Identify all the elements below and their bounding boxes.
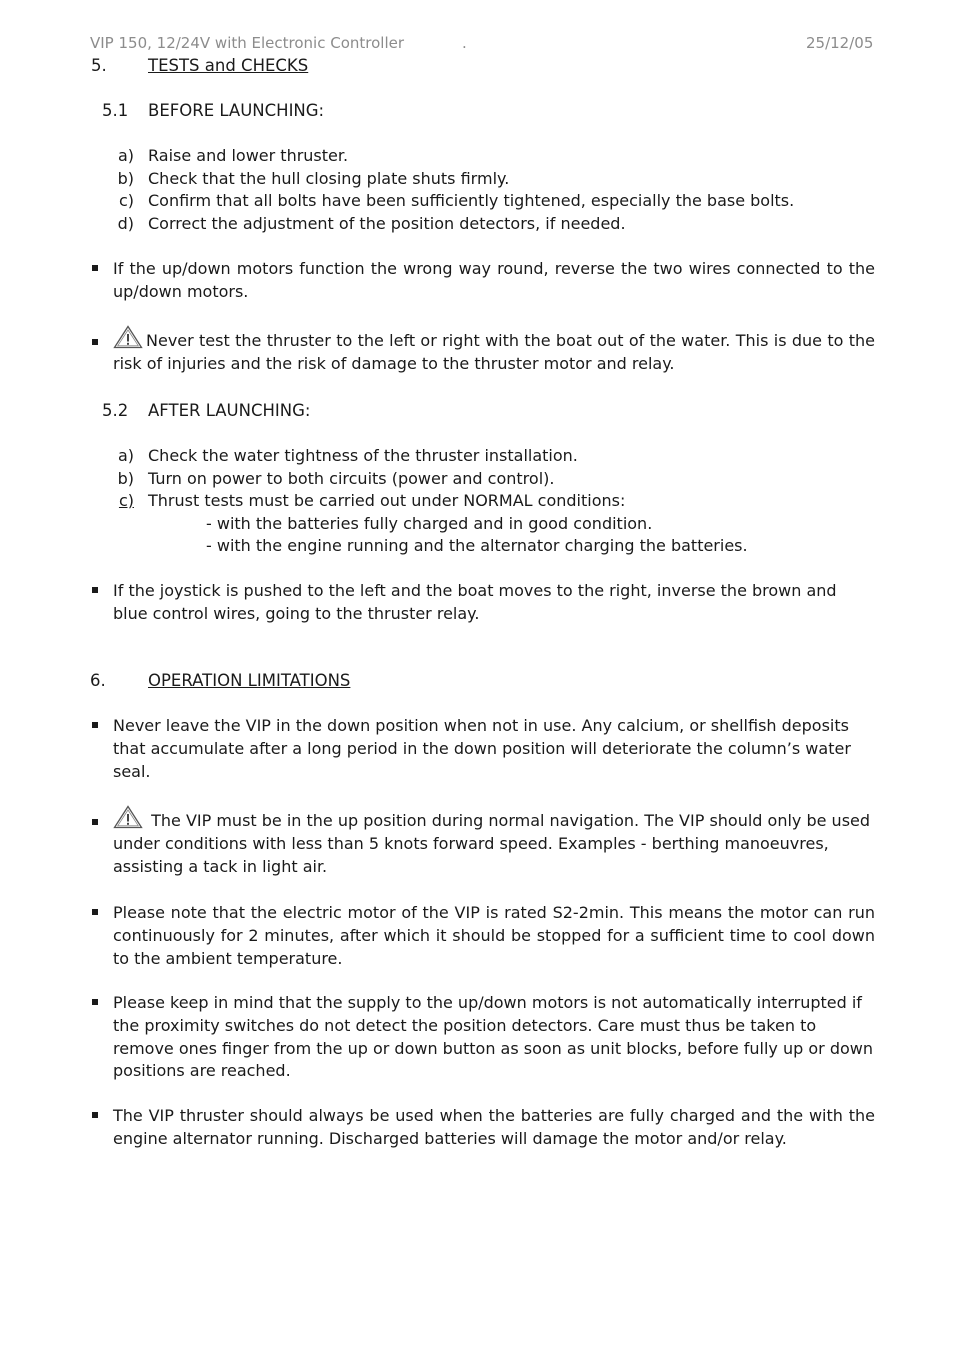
bullet-marker	[92, 999, 98, 1005]
list-item-text: Raise and lower thruster.	[148, 146, 349, 165]
motor-rating-note: Please note that the electric motor of the VIP is rated S2-2min. This means the motor can run continuously for 2 minutes, after which it should be stopped for a sufficient time to cool down to the ambient temperature.	[113, 903, 875, 968]
text-run: Never leave the	[113, 716, 246, 735]
motor-direction-note: If the up/down motors function the wrong way round, reverse the two wires connected to the up/down motors.	[113, 259, 875, 301]
condition-text: - with the batteries fully charged and in good condition.	[206, 513, 653, 533]
list-item	[0, 213, 954, 236]
header-title: VIP 150, 12/24V with Electronic Controller	[90, 34, 405, 52]
list-item-text: Check the water tightness of the thruster installation.	[148, 446, 578, 465]
text-run: in the down position when not in use. Any calcium, or shellfish deposits that accumulate after a long period in the down position will deteriorate the column’s water seal.	[113, 716, 851, 781]
list-item-label: d)	[117, 213, 134, 233]
list-item-label: a)	[117, 146, 134, 165]
list-item-label: b)	[117, 468, 134, 488]
bullet-marker	[92, 1112, 98, 1118]
bullet-marker	[92, 722, 98, 728]
list-item-label: c)	[118, 191, 134, 210]
bullet-marker	[92, 587, 98, 593]
text-run: should only be used under conditions with less than 5 knots forward speed. Examples - berthing manoeuvres, assisting a tack in light air.	[113, 811, 871, 876]
section-5-2-title: AFTER LAUNCHING:	[148, 401, 311, 420]
navigation-warning	[113, 805, 875, 878]
header-date: 25/12/05	[806, 34, 874, 52]
vip-term: VIP	[245, 716, 271, 735]
section-5-2-number: 5.2	[102, 401, 129, 420]
list-item	[0, 490, 954, 513]
section-5-number: 5.	[91, 56, 107, 75]
condition-item	[0, 535, 954, 558]
section-5-1-title: BEFORE LAUNCHING:	[148, 101, 325, 120]
list-item	[0, 468, 954, 491]
before-launching-list	[0, 145, 954, 235]
warning-triangle-icon	[113, 325, 143, 349]
section-6-title: OPERATION LIMITATIONS	[148, 671, 351, 690]
bullet-marker	[92, 339, 98, 345]
list-item-text: Thrust tests must be carried out under NORMAL conditions:	[148, 491, 626, 510]
bullet-marker	[92, 265, 98, 271]
list-item	[0, 145, 954, 168]
after-launching-list	[0, 445, 954, 558]
list-item-label: c)	[118, 491, 134, 510]
list-item	[0, 168, 954, 191]
vip-term: VIP	[148, 1106, 174, 1125]
list-item-text: Confirm that all bolts have been sufficiently tightened, especially the base bolts.	[148, 191, 795, 210]
supply-interrupt-note: Please keep in mind that the supply to the up/down motors is not automatically interrupted if the proximity switches do not detect the position detectors. Care must thus be taken to remove ones finger from the up or down button as soon as unit blocks, before fully up or down positions are reached.	[113, 993, 873, 1081]
condition-item	[0, 513, 954, 536]
section-6-number: 6.	[90, 671, 106, 690]
warning-triangle-icon	[113, 805, 143, 829]
joystick-note: If the joystick is pushed to the left and the boat moves to the right, inverse the brown and blue control wires, going to the thruster relay.	[113, 581, 837, 623]
vip-term: VIP	[185, 811, 212, 830]
list-item-label: a)	[117, 446, 134, 465]
list-item-label: b)	[117, 168, 134, 188]
bullet-marker	[92, 909, 98, 915]
section-5-title: TESTS and CHECKS	[148, 56, 309, 75]
dry-test-warning	[113, 325, 875, 376]
text-run: thruster should always be used when the batteries are fully charged and the with the engine alternator running. Discharged batteries will damage the motor and/or relay.	[113, 1106, 876, 1148]
text-run: The	[151, 811, 186, 830]
text-run: must be in the up position during normal navigation. The	[211, 811, 680, 830]
dry-test-warning-text: Never test the thruster to the left or right with the boat out of the water. This is due to the risk of injuries and the risk of damage to the thruster motor and relay.	[113, 331, 875, 373]
list-item	[0, 445, 954, 468]
bullet-marker	[92, 819, 98, 825]
battery-charge-note	[113, 1105, 875, 1151]
vip-term: VIP	[679, 811, 705, 830]
text-run: The	[113, 1106, 149, 1125]
list-item	[0, 190, 954, 213]
list-item-text: Turn on power to both circuits (power and control).	[148, 468, 555, 488]
list-item-text: Correct the adjustment of the position detectors, if needed.	[148, 213, 626, 233]
down-position-note	[113, 715, 875, 783]
header-separator: .	[462, 34, 467, 52]
section-5-1-number: 5.1	[102, 101, 129, 120]
condition-text: - with the engine running and the alternator charging the batteries.	[206, 536, 748, 555]
list-item-text: Check that the hull closing plate shuts firmly.	[148, 168, 510, 188]
